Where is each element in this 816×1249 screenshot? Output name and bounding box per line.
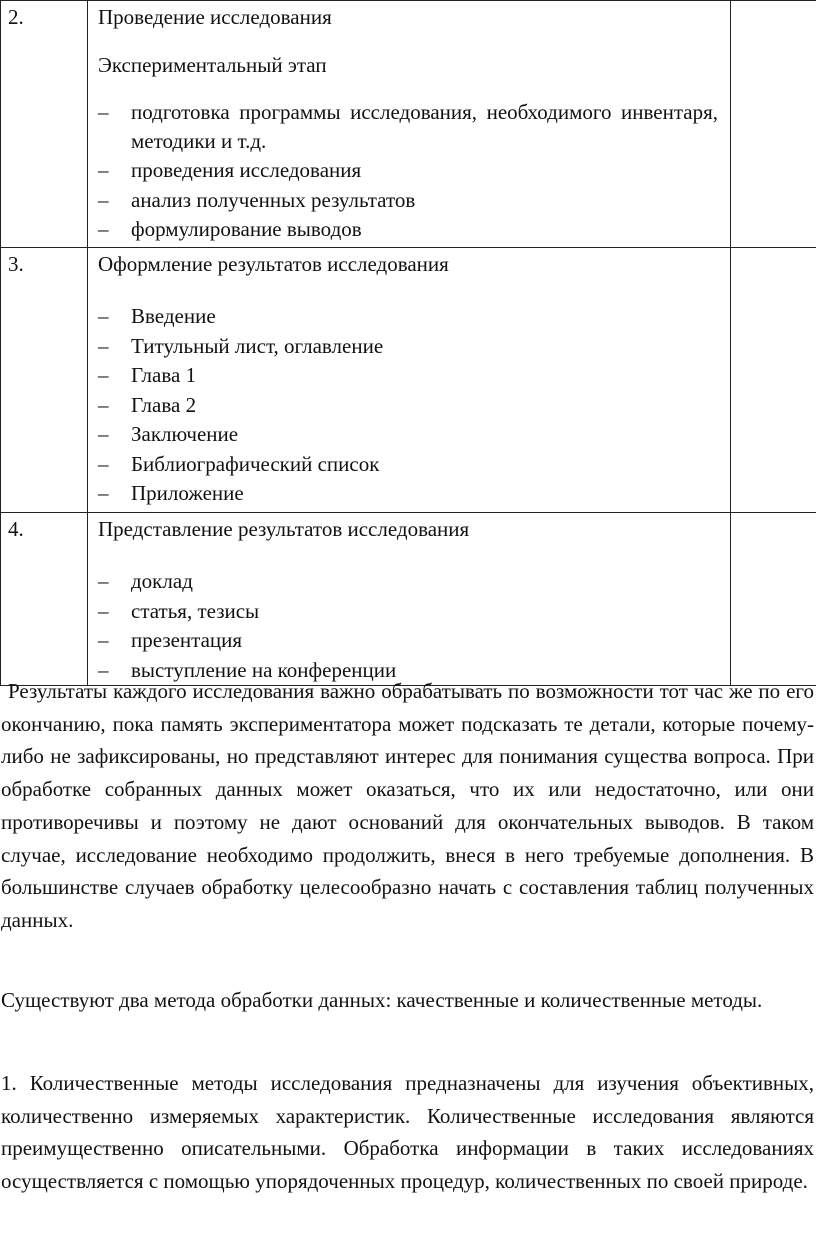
list-item: – Глава 2 (98, 391, 718, 421)
list-item: – Введение (98, 302, 718, 332)
row-title: Оформление результатов исследования (98, 252, 449, 276)
row-content (88, 1, 731, 248)
table-row (1, 1, 816, 248)
list-item: – проведения исследования (98, 156, 718, 186)
table-row (1, 513, 816, 686)
table-row (1, 248, 816, 513)
row-title: Представление результатов исследования (98, 517, 470, 541)
row-number: 3. (1, 248, 88, 513)
body-paragraph: 1. Количественные методы исследования предназначены для изучения объективных, количественно измеряемых характеристик. Количественные исследования являются преимущественно описательными. Обработка информации в таких исследованиях осуществляется с помощью упорядоченных процедур, количественных по своей природе. (1, 1071, 814, 1194)
list-item: – Глава 1 (98, 361, 718, 391)
row-number: 4. (1, 513, 88, 686)
row-item-list (98, 302, 718, 509)
list-item: – выступление на конференции (98, 656, 718, 686)
list-item: – доклад (98, 567, 718, 597)
empty-cell (731, 513, 816, 686)
row-item-list (98, 98, 718, 245)
list-item: – Титульный лист, оглавление (98, 332, 718, 362)
list-item: – Заключение (98, 420, 718, 450)
row-content (88, 513, 731, 686)
row-subtitle: Экспериментальный этап (98, 53, 327, 77)
row-title: Проведение исследования (98, 5, 332, 29)
row-item-list (98, 567, 718, 685)
list-item: – формулирование выводов (98, 215, 718, 245)
list-item: – анализ полученных результатов (98, 186, 718, 216)
list-item: – статья, тезисы (98, 597, 718, 627)
list-item: – презентация (98, 626, 718, 656)
list-item: – подготовка программы исследования, необходимого инвентаря, методики и т.д. (98, 98, 718, 156)
row-content (88, 248, 731, 513)
empty-cell (731, 248, 816, 513)
row-number: 2. (1, 1, 88, 248)
list-item: – Приложение (98, 479, 718, 509)
body-paragraph: Существуют два метода обработки данных: качественные и количественные методы. (1, 988, 763, 1012)
body-paragraph: Результаты каждого исследования важно обрабатывать по возможности тот час же по его окончанию, пока память экспериментатора может подсказать те детали, которые почему-либо не зафиксированы, но представляют интерес для понимания существа вопроса. При обработке собранных данных может оказаться, что их или недостаточно, или они противоречивы и поэтому не дают оснований для окончательных выводов. В таком случае, исследование необходимо продолжить, внеся в него требуемые дополнения. В большинстве случаев обработку целесообразно начать с составления таблиц полученных данных. (1, 679, 814, 932)
list-item: – Библиографический список (98, 450, 718, 480)
empty-cell (731, 1, 816, 248)
